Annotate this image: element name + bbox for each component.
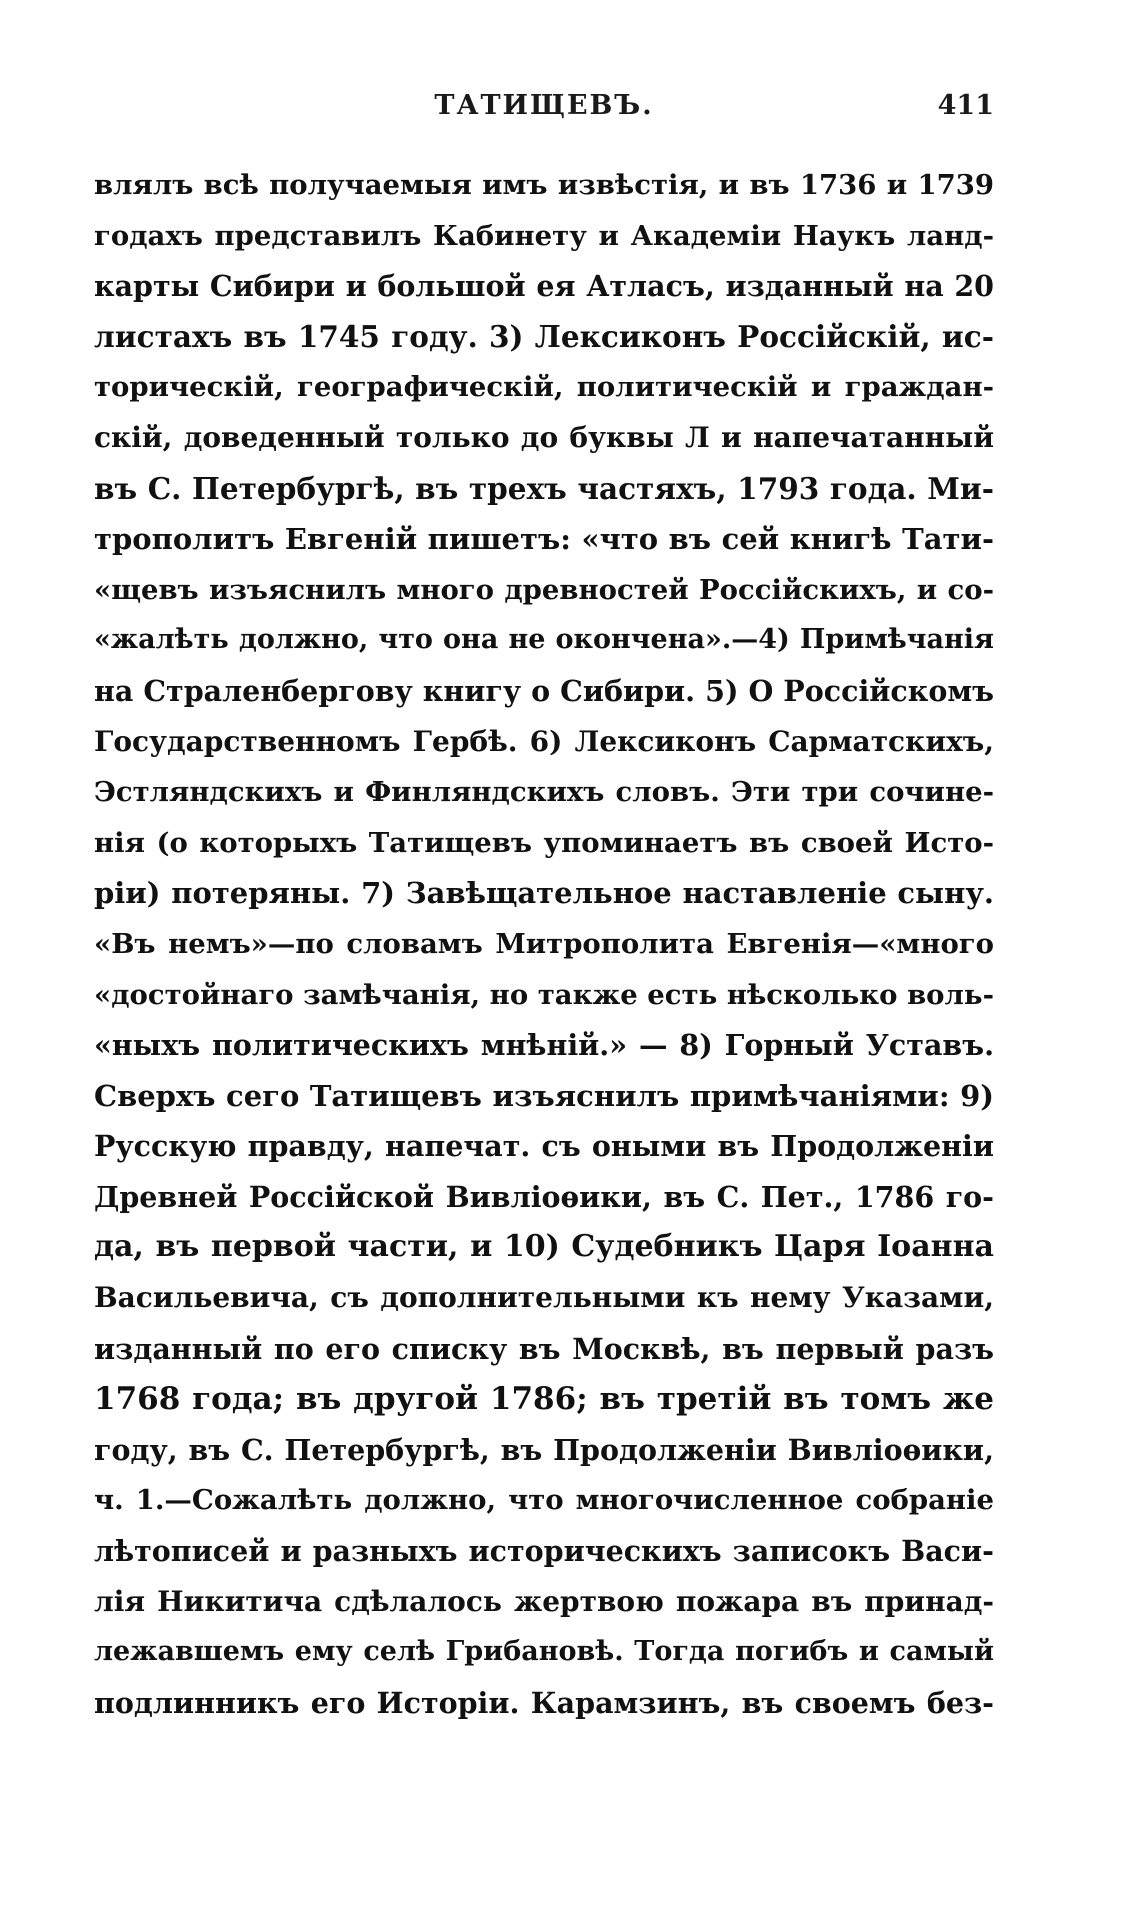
text-line: «ныхъ политическихъ мнѣній.» — 8) Горный Уставъ. — [94, 1028, 994, 1063]
text-line: подлинникъ его Исторіи. Карамзинъ, въ своемъ без- — [94, 1685, 994, 1720]
text-line: Сверхъ сего Татищевъ изъяснилъ примѣчаніями: 9) — [94, 1078, 994, 1113]
text-line: Государственномъ Гербѣ. 6) Лексиконъ Сарматскихъ, — [94, 724, 994, 758]
page-number: 411 — [937, 90, 994, 121]
text-line: карты Сибири и большой ея Атласъ, изданный на 20 — [94, 269, 994, 304]
text-line: Русскую правду, напечат. съ оными въ Продолженіи — [94, 1129, 994, 1164]
text-line: на Страленбергову книгу о Сибири. 5) О Россійскомъ — [94, 673, 994, 708]
text-line: изданный по его списку въ Москвѣ, въ первый разъ — [94, 1331, 994, 1366]
text-line: году, въ С. Петербургѣ, въ Продолженіи Вивліоѳики, — [94, 1432, 994, 1467]
text-line: лія Никитича сдѣлалось жертвою пожара въ принад- — [94, 1584, 994, 1618]
text-line: лежавшемъ ему селѣ Грибановѣ. Тогда погибъ и самый — [94, 1636, 994, 1668]
body-text — [94, 160, 994, 1728]
text-line: трополитъ Евгеній пишетъ: «что въ сей книгѣ Тати- — [94, 522, 994, 557]
text-line: «жалѣть должно, что она не окончена».—4) Примѣчанія — [94, 624, 994, 656]
text-line: ріи) потеряны. 7) Завѣщательное наставленіе сыну. — [94, 876, 994, 911]
text-line: да, въ первой части, и 10) Судебникъ Царя Іоанна — [94, 1229, 994, 1265]
text-line: годахъ представилъ Кабинету и Академіи Наукъ ланд- — [94, 219, 994, 252]
text-line: «Въ немъ»—по словамъ Митрополита Евгенія—«много — [94, 927, 994, 960]
text-line: скій, доведенный только до буквы Л и напечатанный — [94, 420, 994, 454]
text-line: 1768 года; въ другой 1786; въ третій въ томъ же — [94, 1381, 994, 1418]
text-line: ч. 1.—Сожалѣть должно, что многочисленное собраніе — [94, 1484, 994, 1517]
text-line: нія (о которыхъ Татищевъ упоминаетъ въ своей Исто- — [94, 826, 994, 859]
text-line: торическій, географическій, политическій и граждан- — [94, 371, 994, 404]
running-title: ТАТИЩЕВЪ. — [434, 90, 654, 121]
text-line: Эстляндскихъ и Финляндскихъ словъ. Эти три сочине- — [94, 776, 994, 809]
text-line: въ С. Петербургѣ, въ трехъ частяхъ, 1793 года. Ми- — [94, 470, 994, 506]
text-line: Васильевича, съ дополнительными къ нему Указами, — [94, 1281, 994, 1315]
text-line: Древней Россійской Вивліоѳики, въ С. Пет., 1786 го- — [94, 1179, 994, 1214]
text-line: влялъ всѣ получаемыя имъ извѣстія, и въ 1736 и 1739 — [94, 169, 994, 201]
text-line: лѣтописей и разныхъ историческихъ записокъ Васи- — [94, 1534, 994, 1569]
text-line: «достойнаго замѣчанія, но также есть нѣсколько воль- — [94, 978, 994, 1011]
page-header — [94, 90, 994, 130]
text-line: «щевъ изъяснилъ много древностей Россійскихъ, и со- — [94, 573, 994, 606]
text-line: листахъ въ 1745 году. 3) Лексиконъ Россійскій, ис- — [94, 318, 994, 354]
